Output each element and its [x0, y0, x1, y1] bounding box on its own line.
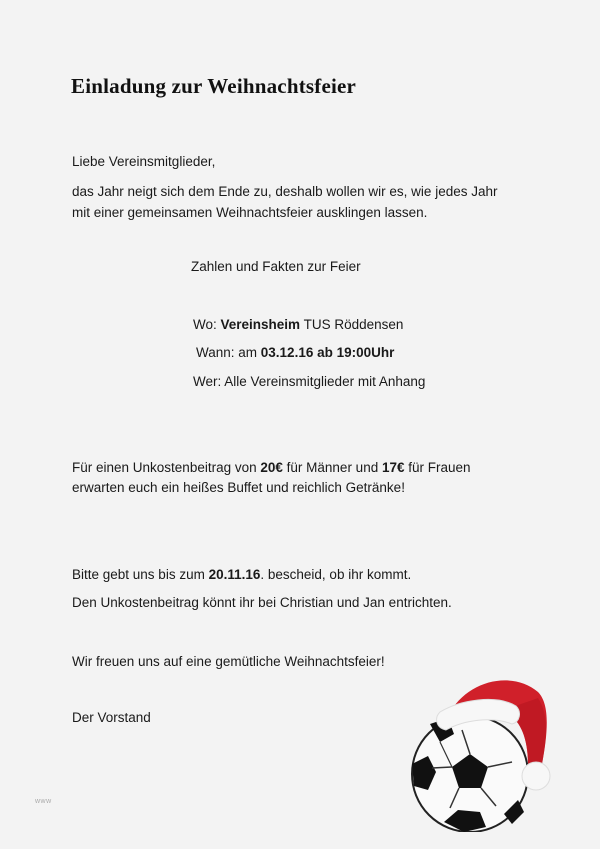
rsvp-line — [72, 565, 411, 584]
intro-line-2: mit einer gemeinsamen Weihnachtsfeier ausklingen lassen. — [72, 205, 428, 220]
document-title: Einladung zur Weihnachtsfeier — [71, 74, 357, 98]
greeting: Liebe Vereinsmitglieder, — [72, 154, 216, 169]
cost-paragraph — [72, 458, 471, 498]
cost-text-a: Für einen Unkostenbeitrag von — [72, 460, 261, 475]
rsvp-text-b: . bescheid, ob ihr kommt. — [260, 567, 412, 582]
cost-line-2: erwarten euch ein heißes Buffet und reichlich Getränke! — [72, 480, 405, 495]
fact-who: Wer: Alle Vereinsmitglieder mit Anhang — [193, 374, 426, 389]
intro-paragraph — [72, 181, 497, 223]
when-datetime: 03.12.16 ab 19:00Uhr — [260, 345, 395, 360]
cost-text-b: für Männer und — [282, 460, 382, 475]
cost-women-amount: 17€ — [381, 460, 405, 475]
where-venue: Vereinsheim — [220, 317, 301, 332]
cost-men-amount: 20€ — [260, 460, 283, 475]
where-label: Wo: — [193, 317, 221, 332]
soccer-ball-icon — [412, 716, 528, 832]
payment-line: Den Unkostenbeitrag könnt ihr bei Christian und Jan entrichten. — [72, 595, 452, 610]
intro-line-1: das Jahr neigt sich dem Ende zu, deshalb wollen wir es, wie jedes Jahr — [72, 184, 498, 199]
facts-heading: Zahlen und Fakten zur Feier — [191, 259, 361, 274]
where-rest: TUS Röddensen — [300, 317, 404, 332]
when-label: Wann: am — [196, 345, 261, 360]
signature: Der Vorstand — [72, 710, 151, 725]
fact-when — [196, 343, 394, 362]
soccer-ball-santa-hat-icon — [400, 672, 560, 832]
fact-where — [193, 315, 403, 334]
closing-line: Wir freuen uns auf eine gemütliche Weihnachtsfeier! — [72, 654, 385, 669]
rsvp-text-a: Bitte gebt uns bis zum — [72, 567, 209, 582]
watermark: www — [35, 798, 52, 805]
rsvp-date: 20.11.16 — [208, 567, 261, 582]
cost-text-c: für Frauen — [404, 460, 471, 475]
